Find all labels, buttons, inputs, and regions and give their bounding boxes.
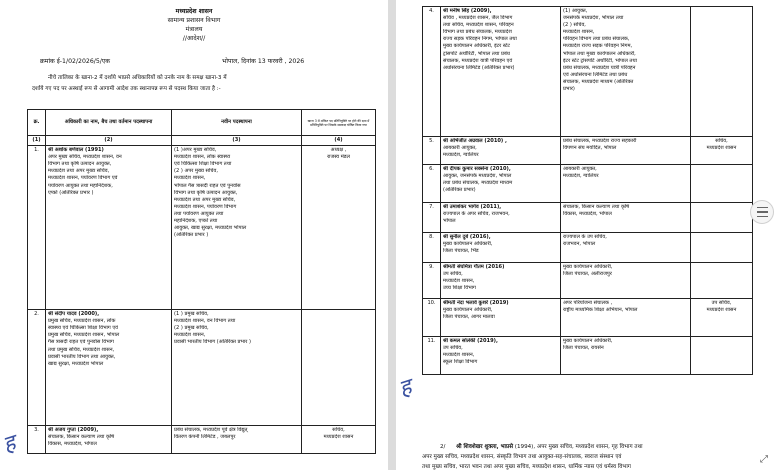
row-serial: 5.: [423, 137, 441, 165]
posting-line: आबकारी आयुक्त,: [563, 166, 597, 172]
posting-line: प्रबंध संचालक, मध्यप्रदेश राज्य सहकारी: [563, 138, 637, 144]
right-posting-table: [422, 6, 753, 375]
row-equiv: [691, 299, 753, 337]
page-divider: [388, 0, 396, 470]
officer-line: उच्च शिक्षा विभाग: [443, 285, 476, 292]
officer-line: अधोसंरचना लिमिटेड (अतिरिक्त प्रभार): [443, 64, 515, 71]
row-officer: [441, 165, 561, 203]
officer-line: मुख्य कार्यपालन अधिकारी,: [443, 241, 493, 248]
posting-line: (1 )अपर मुख्य सचिव,: [174, 147, 217, 154]
row-officer: [46, 426, 172, 454]
row-serial: 3.: [28, 426, 46, 454]
officer-line: सचिव , मध्यप्रदेश शासन, जैल विभाग: [443, 15, 513, 22]
row-posting: [172, 426, 302, 454]
officer-line: संचालक, किसान कल्याण तथा कृषि: [48, 434, 115, 441]
para2-line-1: [440, 442, 643, 450]
para2-line-1-rest: (1994), अपर मुख्य सचिव, मध्यप्रदेश शासन, गृह विभाग तथा: [514, 444, 643, 450]
posting-line: वितरण कंपनी लिमिटेड , जबलपुर: [174, 434, 236, 441]
officer-line: मध्यप्रदेश, ग्वालियर: [443, 152, 479, 159]
row-equiv: [691, 203, 753, 233]
officer-line: श्री अभिजीत अग्रवाल (2010) ,: [443, 138, 507, 144]
officer-line: श्री अशोक बर्णवाल (1991): [48, 147, 104, 154]
posting-line: प्रवासी भारतीय विभाग (अतिरिक्त प्रभार ): [174, 339, 251, 346]
posting-line: इंटर स्टेट ट्रांसपोर्ट अथॉरिटी, भोपाल तथा: [563, 57, 637, 64]
officer-line: खाद्य सुरक्षा, मध्यप्रदेश भोपाल: [48, 360, 104, 367]
table-row: [423, 137, 753, 165]
posting-line: (1 ) प्रमुख सचिव,: [174, 311, 209, 318]
officer-line: अपर मुख्य सचिव, मध्यप्रदेश शासन, वन: [48, 154, 122, 161]
table-row: [28, 146, 376, 310]
posting-line: विकास, मध्यप्रदेश, भोपाल: [563, 211, 612, 218]
officer-line: श्रीमती संघमित्रा गौतम (2016): [443, 264, 505, 270]
row-officer: [441, 7, 561, 137]
officer-line: मध्यप्रदेश शासन,: [443, 278, 475, 285]
row-equiv: [302, 426, 376, 454]
officer-line: (अतिरिक्त प्रभार): [443, 187, 476, 194]
left-table-body: [28, 146, 376, 454]
row-officer: [46, 310, 172, 426]
th-num-2: (2): [46, 136, 172, 146]
th-equivalent: खाना 3 में अंकित पद प्रतिनियुक्ति पर होने की दशा में प्रतिनियुक्ति पर जिसके समकक्ष घोषित किया गया: [302, 110, 376, 136]
row-equiv: [302, 310, 376, 426]
posting-line: (2 ) सचिव,: [563, 22, 586, 29]
posting-line: जिला पंचायत, रायसेन: [563, 345, 604, 352]
officer-line: मध्यप्रदेश शासन, पर्यावरण विभाग एवं: [48, 175, 118, 182]
officer-line: श्री संदीप यादव (2000),: [48, 311, 100, 318]
posting-line: (1) आयुक्त,: [563, 8, 588, 14]
officer-line: राज्य सड़क परिवहन निगम, भोपाल तथा: [443, 36, 517, 43]
ministry-label: मंत्रालय: [185, 26, 203, 33]
posting-line: मध्यप्रदेश शासन,: [563, 29, 595, 36]
officer-line: आयुक्त, जनसंपर्क मध्यप्रदेश, भोपाल: [443, 173, 512, 180]
officer-line: श्री दीपक कुमार सक्सेना (2010),: [443, 166, 511, 172]
page-fit-icon[interactable]: ⤢: [760, 454, 768, 465]
posting-line: परिवहन विभाग तथा प्रबंध संचालक,: [563, 36, 630, 43]
officer-line: श्री उमाशंकर भार्गव (2011),: [443, 204, 502, 210]
posting-line: महानिदेशक, एप्को तथा: [174, 218, 218, 225]
row-serial: 4.: [423, 7, 441, 137]
right-document-page: [396, 0, 780, 470]
row-posting: [561, 203, 691, 233]
officer-line: पर्यावरण आयुक्त तथा महानिदेशक,: [48, 182, 113, 189]
officer-line: जिला पंचायत, भिंड: [443, 248, 479, 255]
row-posting: [561, 233, 691, 263]
para2-line-2: अपर मुख्य सचिव, मध्यप्रदेश शासन, संस्कृति विभाग तथा आयुक्त-सह-संचालक, स्वराज संस्थान एवं: [422, 454, 622, 460]
left-posting-table: [27, 109, 376, 454]
officer-line: श्री सुनील दुबे (2016),: [443, 234, 491, 240]
row-serial: 8.: [423, 233, 441, 263]
posting-line: जनसंपर्क मध्यप्रदेश, भोपाल तथा: [563, 15, 624, 22]
row-posting: [561, 299, 691, 337]
posting-line: मध्यप्रदेश राज्य सड़क परिवहन निगम,: [563, 43, 633, 50]
para2-line-3: तथा मुख्य सचिव, भारत भवन तथा अपर मुख्य सचिव, मध्यप्रदेश शासन, धार्मिक न्यास एवं धर्मस्व विभाग: [422, 464, 631, 470]
equiv-line: राजस्व मंडल: [327, 154, 350, 161]
right-signature: ह: [396, 374, 415, 403]
row-serial: 11.: [423, 337, 441, 375]
officer-line: तथा सचिव, मध्यप्रदेश शासन, परिवहन: [443, 22, 514, 29]
posting-line: (2 ) प्रमुख सचिव,: [174, 325, 209, 332]
row-officer: [441, 137, 561, 165]
posting-line: जिला पंचायत, अलीराजपुर: [563, 271, 612, 278]
posting-line: मध्यप्रदेश शासन, लोक स्वास्थ्य: [174, 154, 231, 161]
officer-line: प्रमुख सचिव, मध्यप्रदेश शासन, लोक: [48, 318, 116, 325]
officer-line: श्रीमती नंदा भलावे कुशरे (2019): [443, 300, 509, 306]
posting-line: तथा पर्यावरण आयुक्त तथा: [174, 210, 224, 217]
officer-line: विभाग तथा प्रबंध संचालक, मध्यप्रदेश: [443, 29, 512, 36]
officer-line: स्कूल शिक्षा विभाग: [443, 359, 478, 366]
equiv-line: मध्यप्रदेश शासन: [706, 145, 737, 152]
posting-line: (अतिरिक्त प्रभार ): [174, 232, 209, 239]
officer-line: उप सचिव,: [443, 345, 463, 352]
posting-line: मध्यप्रदेश शासन, पर्यावरण विभाग: [174, 203, 237, 210]
row-equiv: [691, 7, 753, 137]
table-row: [423, 299, 753, 337]
para2-officer-name: श्री शिवशेखर शुक्ला, भाप्रसे: [456, 444, 513, 450]
table-row: [423, 7, 753, 137]
row-posting: [561, 7, 691, 137]
posting-line: मध्यप्रदेश तथा अपर मुख्य सचिव,: [174, 196, 236, 203]
th-new-posting: नवीन पदस्थापना: [172, 110, 302, 136]
officer-line: संचालक, मध्यप्रदेश यात्री परिवहन एवं: [443, 57, 513, 64]
row-serial: 7.: [423, 203, 441, 233]
row-serial: 9.: [423, 263, 441, 299]
officer-line: प्रवासी भारतीय विभाग तथा आयुक्त,: [48, 353, 116, 360]
intro-line-1: नीचे तालिका के खाना-2 में दर्शाये भाप्रसे अधिकारियों को उनके नाम के समक्ष खाना-3 में: [48, 75, 227, 81]
officer-line: मध्यप्रदेश शासन,: [443, 352, 475, 359]
row-posting: [172, 146, 302, 310]
table-row: [423, 233, 753, 263]
right-table-body: [423, 7, 753, 375]
officer-line: मुख्य कार्यपालन अधिकारी, इंटर स्टेट: [443, 43, 511, 50]
row-equiv: [691, 165, 753, 203]
posting-line: मध्यप्रदेश, ग्वालियर: [563, 173, 599, 180]
row-serial: 10.: [423, 299, 441, 337]
table-row: [423, 263, 753, 299]
table-row: [423, 203, 753, 233]
row-equiv: [691, 137, 753, 165]
row-officer: [441, 299, 561, 337]
officer-line: जिला पंचायत, आगर मालवा: [443, 314, 495, 321]
officer-line: मध्यप्रदेश तथा अपर मुख्य सचिव,: [48, 168, 110, 175]
officer-line: तथा प्रमुख सचिव, मध्यप्रदेश शासन,: [48, 346, 115, 353]
posting-line: भोपाल तथा मुख्य कार्यपालन अधिकारी,: [563, 50, 636, 57]
menu-icon[interactable]: [750, 200, 774, 224]
row-posting: [561, 165, 691, 203]
row-posting: [561, 263, 691, 299]
equiv-line: सचिव,: [332, 427, 345, 434]
posting-line: मध्यप्रदेश शासन, वन विभाग तथा: [174, 318, 236, 325]
officer-line: प्रमुख सचिव, मध्यप्रदेश शासन, भोपाल: [48, 332, 120, 339]
officer-line: गैस त्रासदी राहत एवं पुनर्वास विभाग: [48, 339, 114, 346]
left-document-page: [0, 0, 388, 470]
th-num-1: (1): [28, 136, 46, 146]
officer-line: विभाग तथा कृषि उत्पादन आयुक्त,: [48, 161, 112, 168]
officer-line: ट्रांसपोर्ट अथॉरिटी, भोपाल तथा प्रबंध: [443, 50, 510, 57]
officer-line: स्वास्थ्य एवं चिकित्सा शिक्षा विभाग एवं: [48, 325, 119, 332]
posting-line: अपर परियोजना संचालक ,: [563, 300, 613, 306]
posting-line: विभाग तथा कृषि उत्पादन आयुक्त,: [174, 189, 238, 196]
row-serial: 1.: [28, 146, 46, 310]
officer-line: भोपाल: [443, 218, 456, 225]
row-posting: [172, 310, 302, 426]
posting-line: एवं अधोसंरचना लिमिटेड तथा प्रबंध: [563, 71, 628, 78]
table-row: [423, 337, 753, 375]
department-name: सामान्य प्रशासन विभाग: [167, 17, 221, 24]
posting-line: भोपाल गैस त्रासदी राहत एवं पुनर्वास: [174, 182, 241, 189]
govt-name: मध्यप्रदेश शासन: [175, 8, 213, 15]
posting-line: विपणन संघ मर्यादित, भोपाल: [563, 145, 617, 152]
para2-number: 2/: [440, 444, 446, 450]
officer-line: श्री अजय गुप्ता (2009),: [48, 427, 99, 434]
posting-line: राजभवन, भोपाल: [563, 241, 596, 248]
row-serial: 2.: [28, 310, 46, 426]
equiv-line: उप सचिव,: [711, 300, 732, 306]
row-serial: 6.: [423, 165, 441, 203]
posting-line: संचालक, किसान कल्याण तथा कृषि: [563, 204, 630, 210]
order-heading: //आदेश//: [182, 35, 206, 42]
equiv-line: मध्यप्रदेश शासन: [706, 307, 737, 314]
posting-line: मुख्य कार्यपालन अधिकारी,: [563, 338, 613, 344]
th-officer: अधिकारी का नाम, बैच तथा वर्तमान पदस्थापना: [46, 110, 172, 136]
th-num-3: (3): [172, 136, 302, 146]
order-number: क्रमांक ई-1/02/2026/5/एक: [40, 58, 111, 65]
posting-line: एवं चिकित्सा शिक्षा विभाग तथा: [174, 161, 232, 168]
th-num-4: (4): [302, 136, 376, 146]
posting-line: (2 ) अपर मुख्य सचिव,: [174, 168, 218, 175]
table-row: [28, 426, 376, 454]
posting-line: संचालक, मध्यप्रदेश माध्यम (अतिरिक्त: [563, 78, 634, 85]
row-officer: [441, 337, 561, 375]
officer-line: विकास, मध्यप्रदेश, भोपाल: [48, 441, 97, 448]
row-equiv: [691, 337, 753, 375]
officer-line: श्री मनीष सिंह (2009),: [443, 8, 492, 14]
row-officer: [441, 263, 561, 299]
officer-line: एप्को (अतिरिक्त प्रभार ): [48, 189, 94, 196]
row-officer: [441, 233, 561, 263]
row-equiv: [302, 146, 376, 310]
table-row: [28, 310, 376, 426]
row-equiv: [691, 233, 753, 263]
row-posting: [561, 137, 691, 165]
intro-line-2: दर्शाये गए पद पर अस्थाई रूप से आगामी आदेश तक स्थानापन्न रूप से पदस्थ किया जाता है :-: [32, 86, 221, 92]
officer-line: उप सचिव,: [443, 271, 463, 278]
equiv-line: मध्यप्रदेश शासन: [323, 434, 354, 441]
officer-line: मुख्य कार्यपालन अधिकारी,: [443, 307, 493, 314]
row-officer: [441, 203, 561, 233]
posting-line: मुख्य कार्यपालन अधिकारी,: [563, 264, 613, 270]
posting-line: राष्ट्रीय माध्यमिक शिक्षा अभियान, भोपाल: [563, 307, 638, 314]
officer-line: राज्यपाल के अपर सचिव, राजभवन,: [443, 211, 510, 218]
posting-line: प्रभार): [563, 86, 575, 93]
officer-line: श्री कमल सोलंकी (2019),: [443, 338, 498, 344]
officer-line: आबकारी आयुक्त,: [443, 145, 477, 152]
table-row: [423, 165, 753, 203]
posting-line: मध्यप्रदेश शासन,: [174, 175, 206, 182]
posting-line: राज्यपाल के उप सचिव,: [563, 234, 607, 240]
posting-line: प्रबंध संचालक, मध्यप्रदेश पूर्व क्षेत्र विद्युत्: [174, 427, 248, 434]
officer-line: तथा प्रबंध संचालक, मध्यप्रदेश माध्यम: [443, 180, 513, 187]
order-place-date: भोपाल, दिनांक 13 फरवरी , 2026: [222, 58, 305, 65]
posting-line: आयुक्त, खाद्य सुरक्षा, मध्यप्रदेश भोपाल: [174, 225, 247, 232]
th-serial: क्र.: [28, 110, 46, 136]
row-equiv: [691, 263, 753, 299]
equiv-line: अध्यक्ष ,: [330, 147, 347, 154]
posting-line: प्रबंध संचालक, मध्यप्रदेश यात्री परिवहन: [563, 64, 636, 71]
left-signature: ह: [0, 430, 19, 459]
row-officer: [46, 146, 172, 310]
posting-line: मध्यप्रदेश शासन,: [174, 332, 206, 339]
equiv-line: सचिव,: [715, 138, 728, 144]
row-posting: [561, 337, 691, 375]
